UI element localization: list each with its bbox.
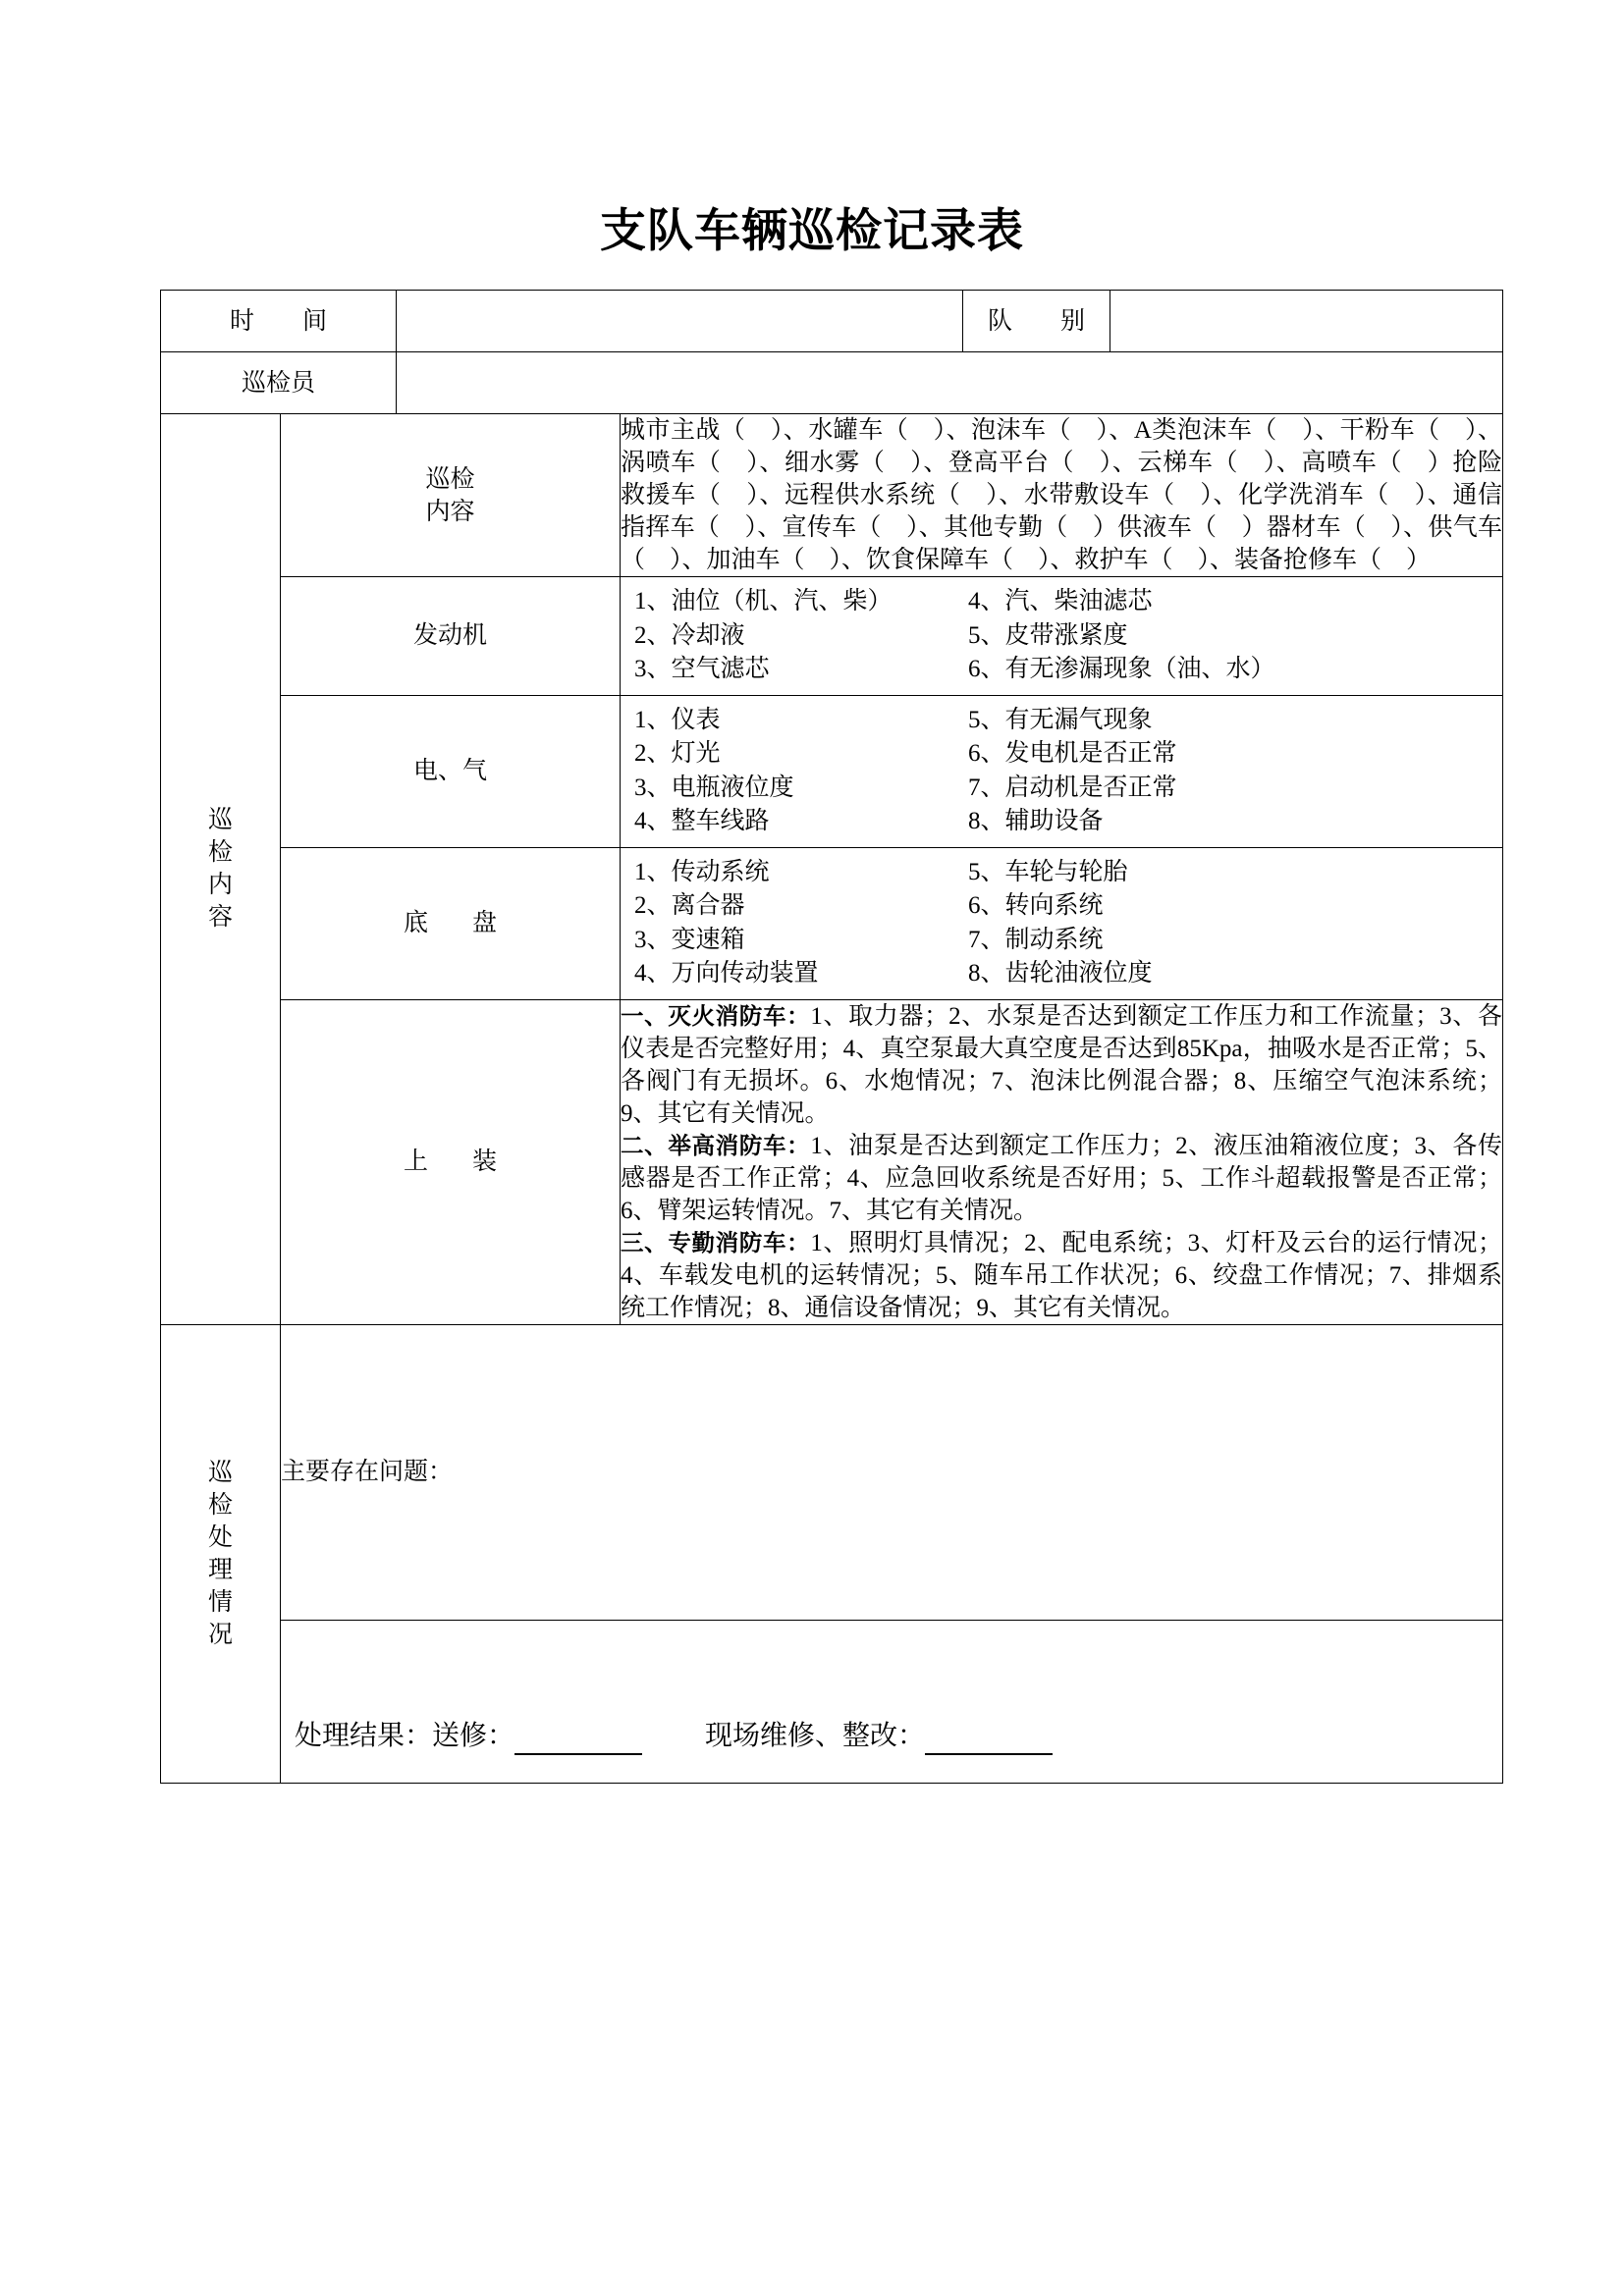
table-row-electrical — [161, 695, 1503, 847]
row-label-line: 内容 — [425, 498, 475, 525]
team-value-field[interactable] — [1110, 291, 1503, 352]
paragraph-heading: 一、灭火消防车： — [621, 1001, 811, 1030]
table-row-inspector — [161, 352, 1503, 414]
engine-checklist[interactable] — [621, 577, 1503, 696]
checklist-item: 8、齿轮油液位度 — [968, 960, 1153, 987]
checklist-item: 5、车轮与轮胎 — [968, 858, 1128, 885]
row-label-superstructure: 上 装 — [281, 999, 621, 1324]
section-label-char: 巡 — [207, 807, 233, 834]
checklist-item: 6、有无渗漏现象（油、水） — [968, 656, 1275, 682]
inspector-label: 巡检员 — [161, 352, 397, 414]
paragraph-heading: 三、专勤消防车： — [621, 1228, 811, 1256]
table-row-result — [161, 1620, 1503, 1783]
paragraph-body: 1、油泵是否达到额定工作压力；2、液压油箱液位度；3、各传感器是否工作正常；4、应急回收系统是否好用；5、工作斗超载报警是否正常；6、臂架运转情况。7、其它有关情况。 — [621, 1132, 1503, 1224]
checklist-item: 2、冷却液 — [634, 621, 745, 649]
result-label: 处理结果：送修： — [295, 1720, 515, 1751]
team-label: 队 别 — [963, 291, 1110, 352]
handling-result-cell[interactable] — [281, 1620, 1503, 1783]
paragraph-body: 1、取力器；2、水泵是否达到额定工作压力和工作流量；3、各仪表是否完整好用；4、真空泵最大真空度是否达到85Kpa，抽吸水是否正常；5、各阀门有无损坏。6、水炮情况；7、泡沫比例混合器；8、压缩空气泡沫系统；9、其它有关情况。 — [621, 1002, 1503, 1127]
checklist-item: 5、皮带涨紧度 — [968, 621, 1128, 649]
checklist-item: 2、灯光 — [634, 740, 721, 767]
table-row-superstructure — [161, 999, 1503, 1324]
checklist-item: 7、制动系统 — [968, 926, 1104, 953]
inspection-content-section-label — [161, 414, 281, 1325]
inspection-record-table — [160, 290, 1503, 1784]
time-value-field[interactable] — [397, 291, 963, 352]
chassis-checklist[interactable] — [621, 847, 1503, 999]
section-label-char: 检 — [207, 1491, 233, 1519]
table-row-issues — [161, 1324, 1503, 1620]
row-label-inspection-items — [281, 414, 621, 577]
section-label-char: 处 — [207, 1523, 233, 1551]
main-issues-field[interactable] — [281, 1324, 1503, 1620]
handling-result-line — [295, 1719, 1490, 1755]
row-label-chassis: 底 盘 — [281, 847, 621, 999]
checklist-item: 3、空气滤芯 — [634, 656, 770, 682]
row-label-electrical: 电、气 — [281, 695, 621, 847]
section-label-char: 内 — [207, 872, 233, 899]
vehicle-type-checklist[interactable]: 城市主战（ ）、水罐车（ ）、泡沫车（ ）、A类泡沫车（ ）、干粉车（ ）、涡喷车（ ）、细水雾（ ）、登高平台（ ）、云梯车（ ）、高喷车（ ）抢险救援车（ ）、远程供水系统（ ）、水带敷设车（ ）、化学洗消车（ ）、通信指挥车（ ）、宣传车（ ）、其他专勤（ ）供液车（ ）器材车（ ）、供气车（ ）、加油车（ ）、饮食保障车（ ）、救护车（ ）、装备抢修车（ ） — [621, 414, 1503, 577]
handling-section-label — [161, 1324, 281, 1783]
checklist-item: 6、发电机是否正常 — [968, 740, 1177, 767]
checklist-item: 4、万向传动装置 — [634, 960, 819, 987]
checklist-item: 1、仪表 — [634, 706, 721, 733]
main-issues-label: 主要存在问题： — [281, 1459, 454, 1485]
section-label-char: 情 — [207, 1588, 233, 1616]
checklist-item: 3、电瓶液位度 — [634, 774, 794, 801]
checklist-item: 5、有无漏气现象 — [968, 706, 1153, 733]
onsite-blank-field[interactable] — [925, 1724, 1053, 1754]
page-title: 支队车辆巡检记录表 — [600, 204, 1024, 258]
checklist-item: 4、整车线路 — [634, 808, 770, 834]
section-label-char: 况 — [207, 1621, 233, 1648]
onsite-label: 现场维修、整改： — [705, 1720, 926, 1751]
row-label-engine: 发动机 — [281, 577, 621, 696]
inspector-value-field[interactable] — [397, 352, 1503, 414]
section-label-char: 理 — [207, 1556, 233, 1583]
result-blank-field[interactable] — [514, 1724, 642, 1754]
section-label-char: 容 — [207, 904, 233, 932]
paragraph-body: 1、照明灯具情况；2、配电系统；3、灯杆及云台的运行情况；4、车载发电机的运转情况；5、随车吊工作状况；6、绞盘工作情况；7、排烟系统工作情况；8、通信设备情况；9、其它有关情况。 — [621, 1229, 1503, 1321]
table-row-chassis — [161, 847, 1503, 999]
row-label-line: 巡检 — [425, 465, 475, 493]
checklist-item: 8、辅助设备 — [968, 808, 1104, 834]
checklist-item: 1、油位（机、汽、柴） — [634, 588, 893, 614]
superstructure-paragraph — [621, 1000, 1502, 1130]
checklist-item: 1、传动系统 — [634, 858, 770, 885]
section-label-char: 巡 — [207, 1459, 233, 1486]
time-label: 时 间 — [161, 291, 397, 352]
table-row-vehicle-list — [161, 414, 1503, 577]
electrical-checklist[interactable] — [621, 695, 1503, 847]
paragraph-heading: 二、举高消防车： — [621, 1131, 811, 1159]
superstructure-checklist[interactable] — [621, 999, 1503, 1324]
section-label-char: 检 — [207, 839, 233, 867]
checklist-item: 3、变速箱 — [634, 926, 745, 953]
superstructure-paragraph — [621, 1227, 1502, 1324]
checklist-item: 4、汽、柴油滤芯 — [968, 588, 1153, 614]
table-row-time — [161, 291, 1503, 352]
superstructure-paragraph — [621, 1130, 1502, 1227]
checklist-item: 6、转向系统 — [968, 892, 1104, 919]
checklist-item: 2、离合器 — [634, 892, 745, 919]
table-row-engine — [161, 577, 1503, 696]
checklist-item: 7、启动机是否正常 — [968, 774, 1177, 801]
